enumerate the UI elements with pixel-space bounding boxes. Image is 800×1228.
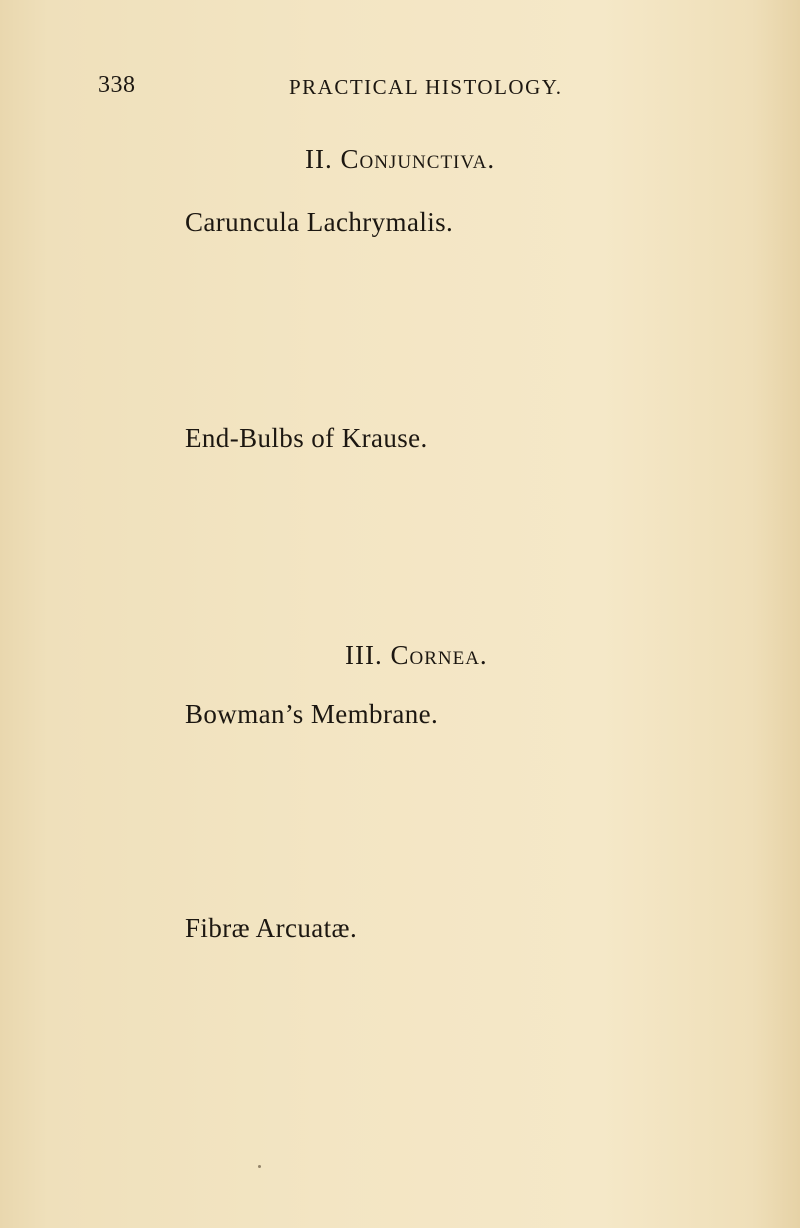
entry-bowmans-membrane: Bowman’s Membrane.	[185, 699, 439, 729]
section-heading-cornea: III. Cornea.	[345, 640, 488, 670]
entry-fibrae-arcuatae: Fibræ Arcuatæ.	[185, 913, 358, 943]
section-heading-conjunctiva: II. Conjunctiva.	[305, 144, 496, 174]
entry-end-bulbs-of-krause: End-Bulbs of Krause.	[185, 423, 428, 453]
running-title: PRACTICAL HISTOLOGY.	[289, 75, 563, 99]
entry-caruncula-lachrymalis: Caruncula Lachrymalis.	[185, 207, 454, 237]
page-number: 338	[98, 72, 136, 98]
paper-speck	[258, 1165, 261, 1168]
